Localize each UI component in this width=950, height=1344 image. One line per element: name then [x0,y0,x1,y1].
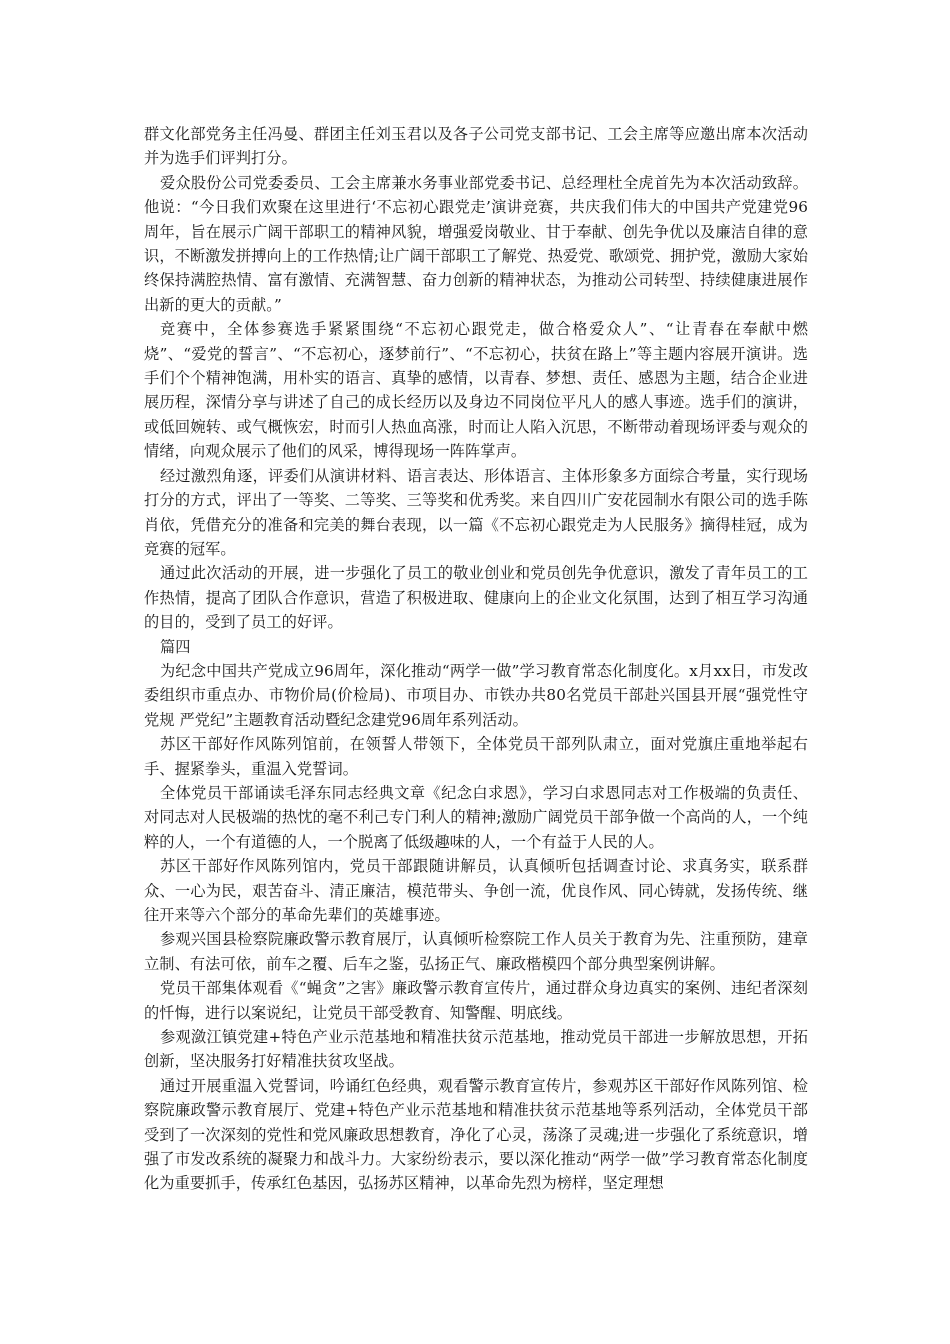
paragraph-6: 为纪念中国共产党成立96周年，深化推动“两学一做”学习教育常态化制度化。x月xx日，市发改委组织市重点办、市物价局(价检局)、市项目办、市铁办共80名党员干部赴兴国县开展“强党性守党规 严党纪”主题教育活动暨纪念建党96周年系列活动。 [144,661,808,729]
paragraph-9: 苏区干部好作风陈列馆内，党员干部跟随讲解员，认真倾听包括调查讨论、求真务实，联系群众、一心为民，艰苦奋斗、清正廉洁，模范带头、争创一流，优良作风、同心铸就，发扬传统、继往开来等六个部分的革命先辈们的英雄事迹。 [144,857,808,924]
paragraph-2: 爱众股份公司党委委员、工会主席兼水务事业部党委书记、总经理杜全虎首先为本次活动致辞。他说：“今日我们欢聚在这里进行‘不忘初心跟党走’演讲竞赛，共庆我们伟大的中国共产党建党96周年，旨在展示广阔干部职工的精神风貌，增强爱岗敬业、甘于奉献、创先争优以及廉洁自律的意识，不断激发拼搏向上的工作热情;让广阔干部职工了解党、热爱党、歌颂党、拥护党，激励大家始终保持满腔热情、富有激情、充满智慧、奋力创新的精神状态，为推动公司转型、持续健康进展作出新的更大的贡献。” [144,173,808,314]
paragraph-12: 参观潋江镇党建+特色产业示范基地和精准扶贫示范基地，推动党员干部进一步解放思想，开拓创新，坚决服务打好精准扶贫攻坚战。 [144,1028,808,1071]
paragraph-4: 经过激烈角逐，评委们从演讲材料、语言表达、形体语言、主体形象多方面综合考量，实行现场打分的方式，评出了一等奖、二等奖、三等奖和优秀奖。来自四川广安花园制水有限公司的选手陈肖依，凭借充分的准备和完美的舞台表现，以一篇《不忘初心跟党走为人民服务》摘得桂冠，成为竞赛的冠军。 [144,466,808,558]
document-body [144,122,808,1196]
paragraph-10: 参观兴国县检察院廉政警示教育展厅，认真倾听检察院工作人员关于教育为先、注重预防，建章立制、有法可依，前车之覆、后车之鉴，弘扬正气、廉政楷模四个部分典型案例讲解。 [144,930,808,973]
paragraph-8: 全体党员干部诵读毛泽东同志经典文章《纪念白求恩》，学习白求恩同志对工作极端的负责任、对同志对人民极端的热忱的毫不利己专门利人的精神;激励广阔党员干部争做一个高尚的人，一个纯粹的人，一个有道德的人，一个脱离了低级趣味的人，一个有益于人民的人。 [144,783,808,851]
paragraph-13: 通过开展重温入党誓词，吟诵红色经典，观看警示教育宣传片，参观苏区干部好作风陈列馆、检察院廉政警示教育展厅、党建+特色产业示范基地和精准扶贫示范基地等系列活动，全体党员干部受到了一次深刻的党性和党风廉政思想教育，净化了心灵，荡涤了灵魂;进一步强化了系统意识，增强了市发改系统的凝聚力和战斗力。大家纷纷表示，要以深化推动“两学一做”学习教育常态化制度化为重要抓手，传承红色基因，弘扬苏区精神，以革命先烈为榜样，坚定理想 [144,1076,808,1193]
paragraph-7: 苏区干部好作风陈列馆前，在领誓人带领下，全体党员干部列队肃立，面对党旗庄重地举起右手、握紧拳头，重温入党誓词。 [144,735,808,778]
paragraph-11: 党员干部集体观看《“蝇贪”之害》廉政警示教育宣传片，通过群众身边真实的案例、违纪者深刻的忏悔，进行以案说纪，让党员干部受教育、知警醒、明底线。 [144,979,808,1022]
paragraph-1: 群文化部党务主任冯曼、群团主任刘玉君以及各子公司党支部书记、工会主席等应邀出席本次活动并为选手们评判打分。 [144,125,808,168]
paragraph-5: 通过此次活动的开展，进一步强化了员工的敬业创业和党员创先争优意识，激发了青年员工的工作热情，提高了团队合作意识，营造了积极进取、健康向上的企业文化氛围，达到了相互学习沟通的目的，受到了员工的好评。 [144,564,808,632]
section-heading: 篇四 [160,637,191,656]
paragraph-3: 竞赛中，全体参赛选手紧紧围绕“不忘初心跟党走，做合格爱众人”、“让青春在奉献中燃烧”、“爱党的誓言”、“不忘初心，逐梦前行”、“不忘初心，扶贫在路上”等主题内容展开演讲。选手们个个精神饱满，用朴实的语言、真挚的感情，以青春、梦想、责任、感恩为主题，结合企业进展历程，深情分享与讲述了自己的成长经历以及身边不同岗位平凡人的感人事迹。选手们的演讲，或低回婉转、或气概恢宏，时而引人热血高涨，时而让人陷入沉思，不断带动着现场评委与观众的情绪，向观众展示了他们的风采，博得现场一阵阵掌声。 [144,320,808,461]
